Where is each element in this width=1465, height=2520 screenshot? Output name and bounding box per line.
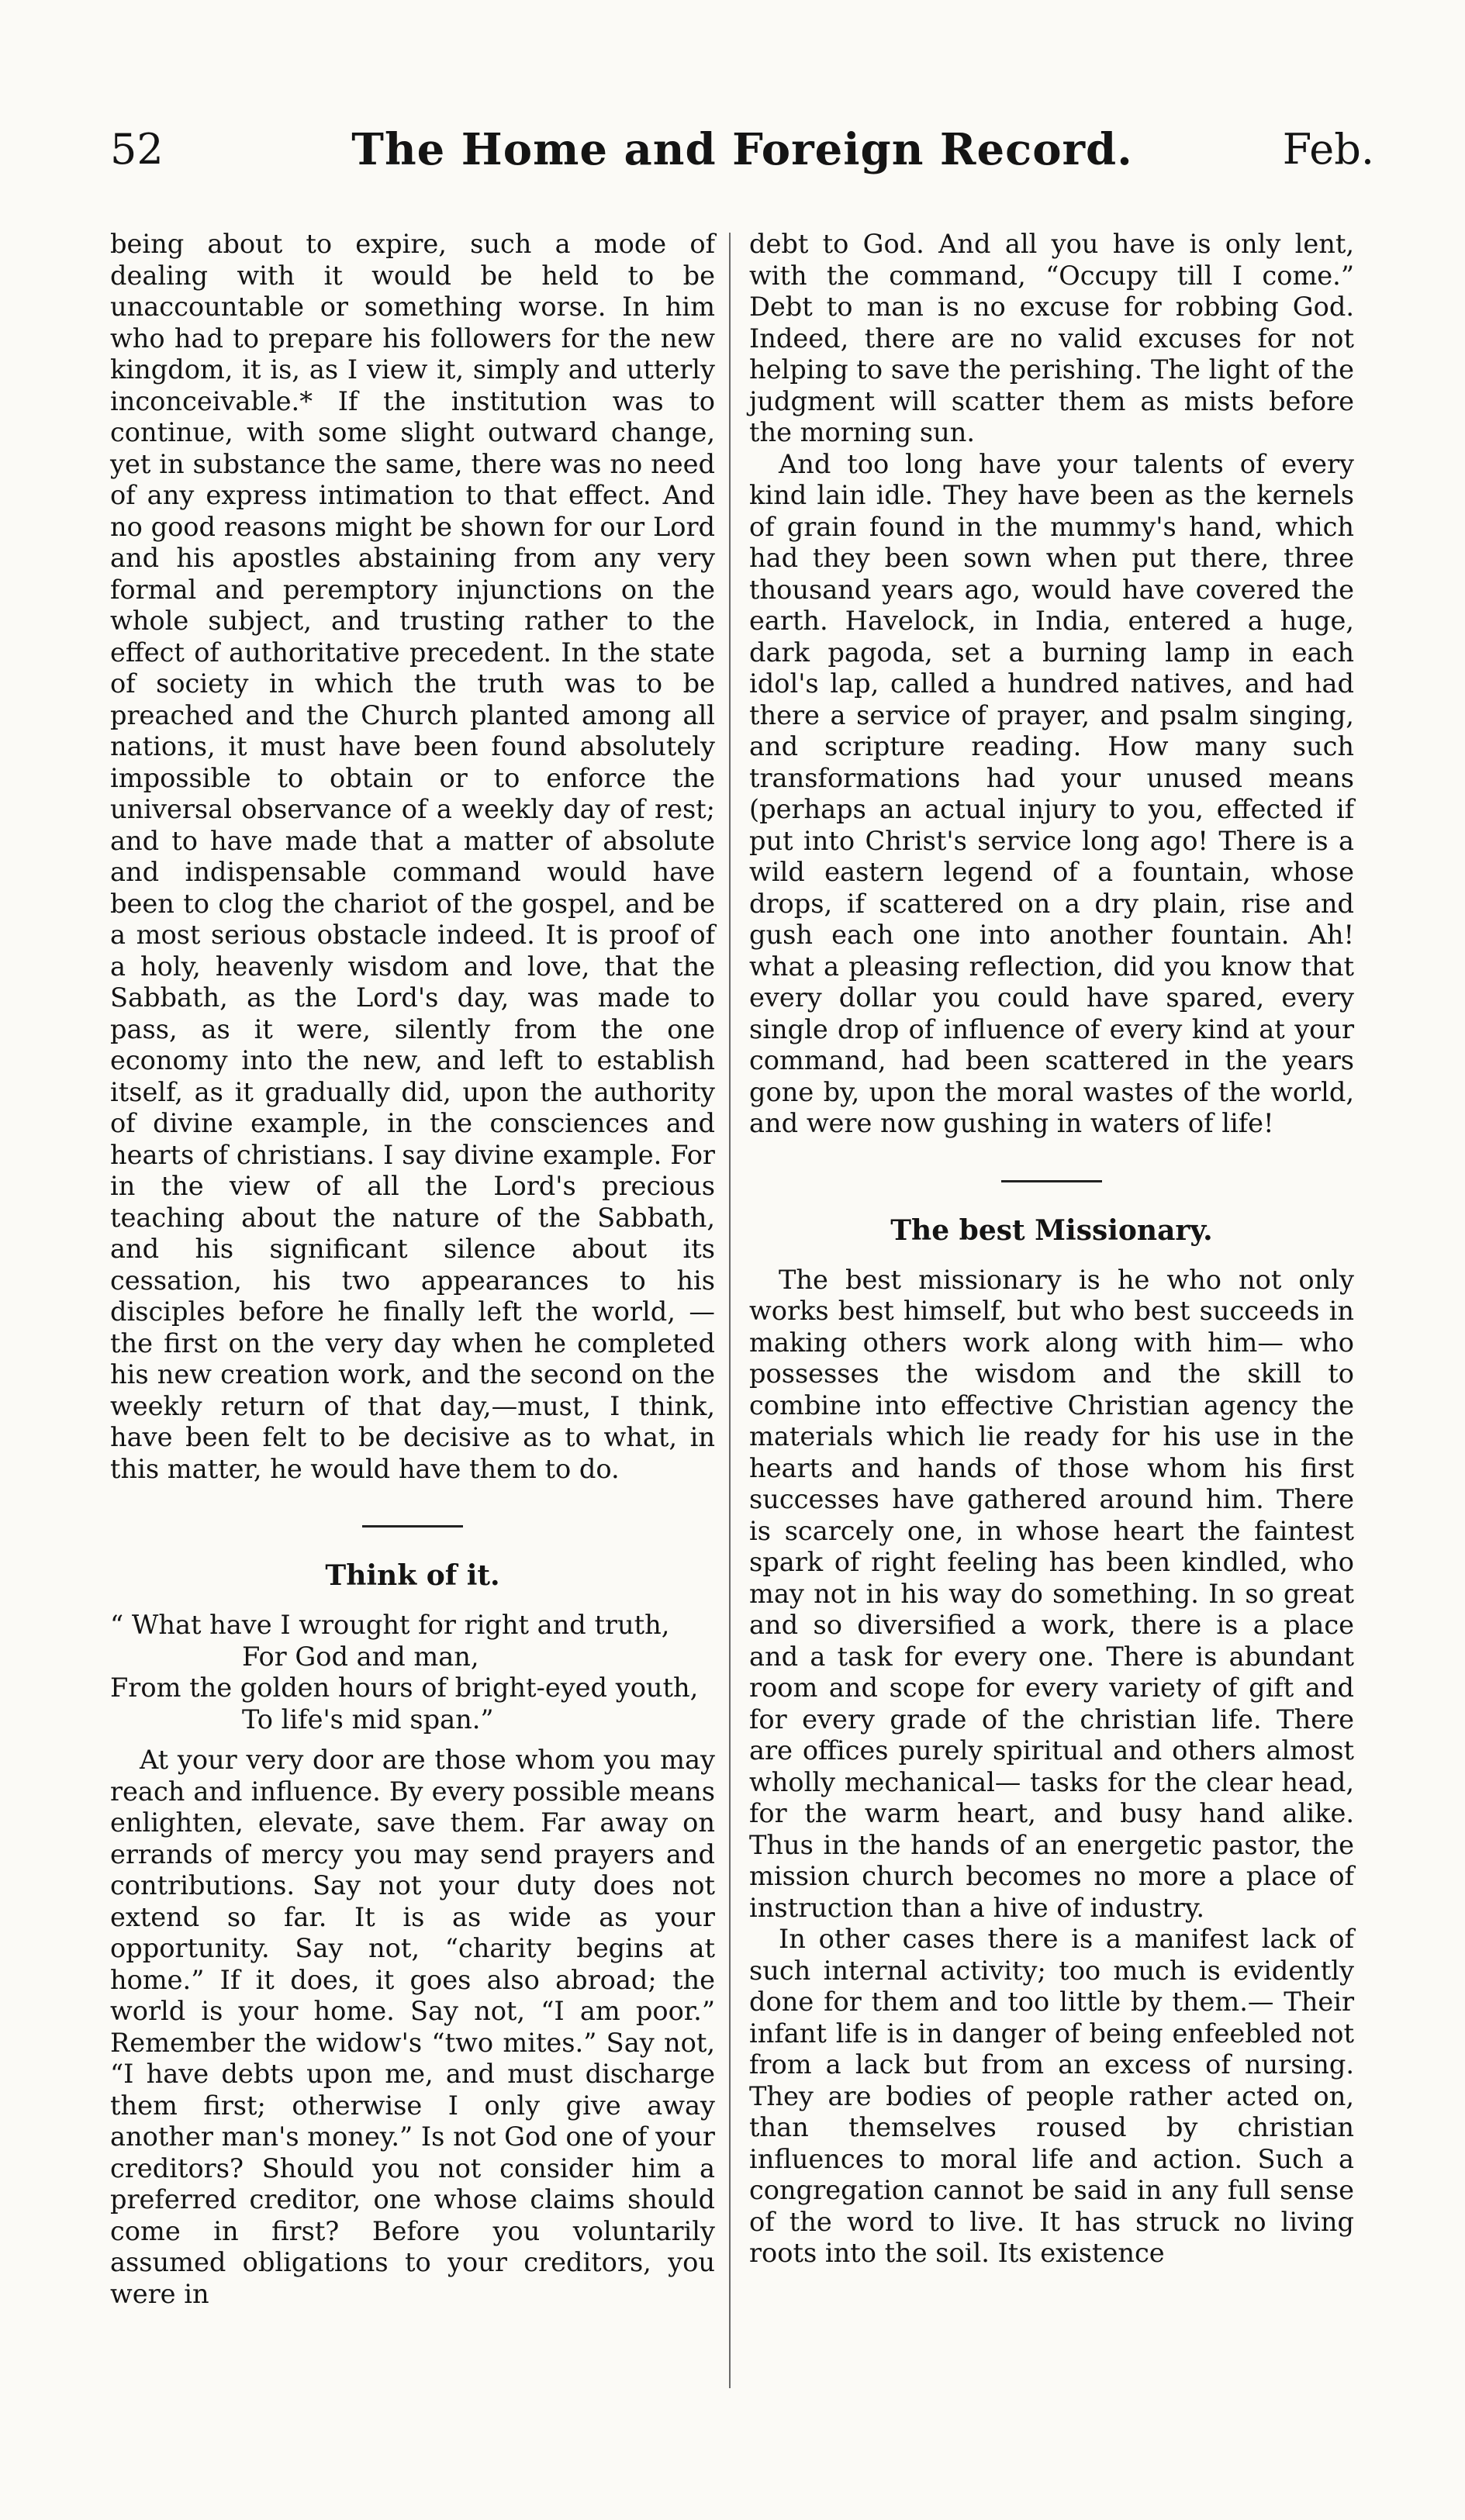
- section-separator: [1001, 1180, 1102, 1182]
- column-divider: [729, 233, 731, 2388]
- page-header: [110, 107, 1374, 192]
- section-heading-think-of-it: Think of it.: [325, 1559, 500, 1592]
- issue-month: Feb.: [1282, 125, 1374, 174]
- journal-title: The Home and Foreign Record.: [351, 124, 1133, 175]
- paragraph: being about to expire, such a mode of dealing with it would be held to be unaccountable or something worse. In him who had to prepare his followers for the new kingdom, it is, as I view it, simply and utterly inconceivable.* If the institution was to continue, with some slight outward change, yet in substance the same, there was no need of any express intimation to that effect. And no good reasons might be shown for our Lord and his apostles abstaining from any very formal and peremptory injunctions on the whole subject, and trusting rather to the effect of authoritative precedent. In the state of society in which the truth was to be preached and the Church planted among all nations, it must have been found absolutely impossible to obtain or to enforce the universal observance of a weekly day of rest; and to have made that a matter of absolute and indispensable command would have been to clog the chariot of the gospel, and be a most serious obstacle indeed. It is proof of a holy, heavenly wisdom and love, that the Sabbath, as the Lord's day, was made to pass, as it were, silently from the one economy into the new, and left to establish itself, as it gradually did, upon the authority of divine example, in the consciences and hearts of christians. I say divine example. For in the view of all the Lord's precious teaching about the nature of the Sabbath, and his significant silence about its cessation, his two appearances to his disciples before he finally left the world, —the first on the very day when he completed his new creation work, and the second on the weekly return of that day,—must, I think, have been felt to be decisive as to what, in this matter, he would have them to do.: [110, 229, 715, 1484]
- poem-line: To life's mid span.”: [242, 1704, 494, 1735]
- section-separator: [362, 1525, 463, 1528]
- paragraph: In other cases there is a manifest lack of such internal activity; too much is evidently done for them and too little by them.— Their infant life is in danger of being enfeebled not from a lack but from an excess of nursing. They are bodies of people rather acted on, than themselves roused by christian influences to moral life and action. Such a congregation cannot be said in any full sense of the word to live. It has struck no living roots into the soil. Its existence: [749, 1924, 1354, 2268]
- poem-epigraph: [110, 1610, 715, 1735]
- left-column: [110, 229, 715, 2310]
- right-column: [749, 229, 1354, 2270]
- poem-line: From the golden hours of bright-eyed youth,: [110, 1673, 699, 1703]
- section-heading-best-missionary: The best Missionary.: [890, 1213, 1213, 1247]
- poem-line: For God and man,: [242, 1641, 479, 1672]
- paragraph: The best missionary is he who not only works best himself, but who best succeeds in making others work along with him— who possesses the wisdom and the skill to combine into effective Christian agency the materials which lie ready for his use in the hearts and hands of those whom his first successes have gathered around him. There is scarcely one, in whose heart the faintest spark of right feeling has been kindled, who may not in his way do something. In so great and so diversified a work, there is a place and a task for every one. There is abundant room and scope for every variety of gift and for every grade of the christian life. There are offices purely spiritual and others almost wholly mechanical— tasks for the clear head, for the warm heart, and busy hand alike. Thus in the hands of an energetic pastor, the mission church becomes no more a place of instruction than a hive of industry.: [749, 1264, 1354, 1923]
- poem-line: “ What have I wrought for right and truth,: [110, 1610, 670, 1640]
- paragraph: debt to God. And all you have is only lent, with the command, “Occupy till I come.” Debt to man is no excuse for robbing God. Indeed, there are no valid excuses for not helping to save the perishing. The light of the judgment will scatter them as mists before the morning sun.: [749, 229, 1354, 447]
- page-number: 52: [110, 125, 164, 174]
- paragraph: And too long have your talents of every kind lain idle. They have been as the kernels of grain found in the mummy's hand, which had they been sown when put there, three thousand years ago, would have covered the earth. Havelock, in India, entered a huge, dark pagoda, set a burning lamp in each idol's lap, called a hundred natives, and had there a service of prayer, and psalm singing, and scripture reading. How many such transformations had your unused means (perhaps an actual injury to you, effected if put into Christ's service long ago! There is a wild eastern legend of a fountain, whose drops, if scattered on a dry plain, rise and gush each one into another fountain. Ah! what a pleasing reflection, did you know that every dollar you could have spared, every single drop of influence of every kind at your command, had been scattered in the years gone by, upon the moral wastes of the world, and were now gushing in waters of life!: [749, 448, 1354, 1138]
- paragraph: At your very door are those whom you may reach and influence. By every possible means enlighten, elevate, save them. Far away on errands of mercy you may send prayers and contributions. Say not your duty does not extend so far. It is as wide as your opportunity. Say not, “charity begins at home.” If it does, it goes also abroad; the world is your home. Say not, “I am poor.” Remember the widow's “two mites.” Say not, “I have debts upon me, and must discharge them first; otherwise I only give away another man's money.” Is not God one of your creditors? Should you not consider him a preferred creditor, one whose claims should come in first? Before you voluntarily assumed obligations to your creditors, you were in: [110, 1745, 715, 2309]
